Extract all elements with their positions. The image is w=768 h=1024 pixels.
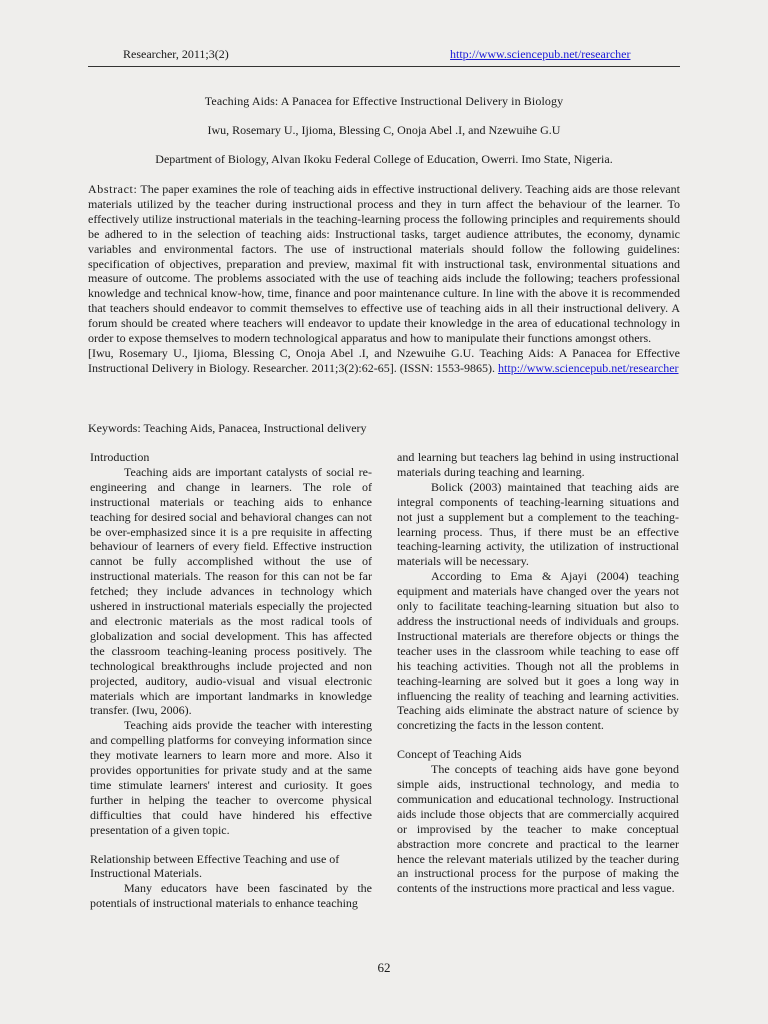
paragraph: The concepts of teaching aids have gone beyond simple aids, instructional technology, and media to communication and educational technology. Instructional aids include those objects that are commercially acquired or improvised by the teacher to make conceptual abstraction more concrete and practical to the learner hence the relevant materials utilized by the teacher during an instructional process for the purpose of making the contents of the instructions more practical and less vague. [397, 762, 679, 896]
abstract-label: Abstract: [88, 182, 138, 196]
author-list: Iwu, Rosemary U., Ijioma, Blessing C, Onoja Abel .I, and Nzewuihe G.U [207, 123, 561, 137]
paragraph: Teaching aids provide the teacher with interesting and compelling platforms for conveying information since they motivate learners to learn more and more. Also it provides opportunities for private study and at the same time stimulate learners' interest and curiosity. It goes further in helping the teacher to overcome physical difficulties that could have hindered his effective presentation of a given topic. [90, 718, 372, 837]
paragraph: Many educators have been fascinated by the potentials of instructional materials to enhance teaching [90, 881, 372, 911]
section-heading-introduction: Introduction [90, 450, 150, 464]
left-column [90, 450, 372, 911]
page-number: 62 [377, 960, 391, 975]
keywords: Keywords: Teaching Aids, Panacea, Instructional delivery [88, 421, 367, 435]
citation-text: [Iwu, Rosemary U., Ijioma, Blessing C, Onoja Abel .I, and Nzewuihe G.U. Teaching Aids: A Panacea for Effective Instructional Delivery in Biology. Researcher. 2011;3(2):62-65]. (ISSN: 1553-9865). [88, 345, 680, 375]
paragraph: According to Ema & Ajayi (2004) teaching equipment and materials have changed over the years not only to facilitate teaching-learning situation but also to address the instructional needs of individuals and groups. Instructional materials are therefore objects or things the teacher uses in the classroom while teaching to ease off his teaching activities. Though not all the problems in teaching-learning are solved but it goes a long way in influencing the reality of teaching and learning activities. Teaching aids eliminate the abstract nature of science by concretizing the facts in the lesson content. [397, 569, 679, 733]
paragraph: Bolick (2003) maintained that teaching aids are integral components of teaching-learning situations and not just a supplement but a complement to the teaching-learning process. Thus, if there must be an effective teaching-learning activity, the utilization of instructional materials will be necessary. [397, 479, 679, 569]
right-column [397, 450, 679, 896]
header-divider [88, 66, 680, 67]
paper-title: Teaching Aids: A Panacea for Effective Instructional Delivery in Biology [204, 94, 564, 108]
journal-url-link[interactable]: http://www.sciencepub.net/researcher [450, 47, 631, 61]
section-heading-concept: Concept of Teaching Aids [397, 747, 522, 762]
section-heading-relationship: Relationship between Effective Teaching and use of Instructional Materials. [90, 851, 340, 881]
abstract-block [88, 182, 680, 376]
citation-link[interactable]: http://www.sciencepub.net/researcher [498, 360, 679, 375]
affiliation: Department of Biology, Alvan Ikoku Federal College of Education, Owerri. Imo State, Nigeria. [155, 152, 613, 166]
paragraph: Teaching aids are important catalysts of social re-engineering and change in learners. The role of instructional materials or teaching aids to enhance teaching for desired social and behavioral changes can not be over-emphasized since it is a pre requisite in affecting behaviour of learners of every field. Effective instruction cannot be fully accomplished without the use of instructional materials. The reason for this can not be far fetched; they include advances in technology which ushered in instructional materials especially the projected and electronic materials as the most radical tools of globalization and social development. This has affected the classroom teaching-leaning process positively. The technological breakthroughs include projected and non projected, auditory, audio-visual and visual electronic materials which are important landmarks in knowledge transfer. (Iwu, 2006). [90, 464, 372, 718]
journal-citation: Researcher, 2011;3(2) [123, 47, 229, 61]
paragraph: and learning but teachers lag behind in using instructional materials during teaching and learning. [397, 450, 679, 479]
abstract-text: The paper examines the role of teaching aids in effective instructional delivery. Teaching aids are those relevant materials utilized by the teacher during instructional process and they in turn affect the behaviour of the learner. To effectively utilize instructional materials in the teaching-learning process the following principles and requirements should be adhered to in the selection of teaching aids: Instructional tasks, target audience attributes, the economy, dynamic variables and environmental factors. The use of instructional materials should follow the following guidelines: specification of objectives, preparation and preview, maximal fit with instructional task, environmental situations and measure of outcome. The problems associated with the use of teaching aids include the following; teachers professional knowledge and technical know-how, time, finance and poor maintenance culture. In line with the above it is recommended that teachers should endeavor to commit themselves to effective use of teaching aids in all their instructional delivery. A forum should be created where teachers will endeavor to update their knowledge in the area of educational technology in order to expose themselves to modern technological apparatus and how to manipulate their functions amongst others. [88, 182, 680, 346]
